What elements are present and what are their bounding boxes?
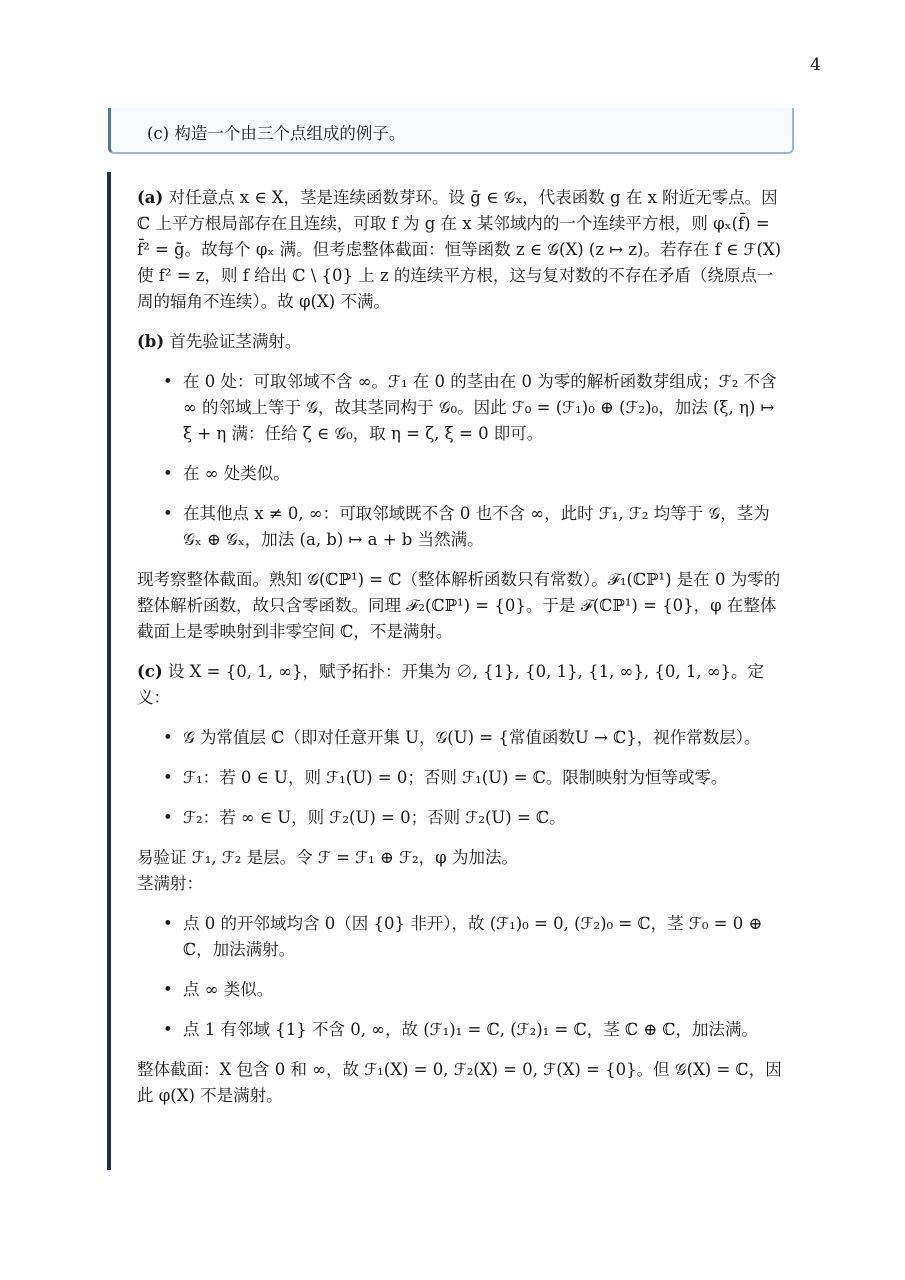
part-b-conclusion: 现考察整体截面。熟知 𝒢(ℂℙ¹) = ℂ（整体解析函数只有常数）。ℱ₁(ℂℙ¹) 是在 0 为零的整体解析函数，故只含零函数。同理 ℱ₂(ℂℙ¹) = {0}。于是 ℱ(ℂℙ¹) = {0}，φ 在整体截面上是零映射到非零空间 ℂ，不是满射。: [137, 570, 781, 641]
list-item: [137, 461, 782, 487]
list-item: [137, 369, 782, 447]
bullet-icon: •: [163, 980, 173, 999]
part-c-sheaf-line: 易验证 ℱ₁, ℱ₂ 是层。令 ℱ = ℱ₁ ⊕ ℱ₂，φ 为加法。: [137, 848, 518, 867]
list-item: [137, 911, 782, 963]
list-item: [137, 765, 782, 791]
part-c-stalk-list: [137, 911, 782, 1043]
list-item-text: 𝒢 为常值层 ℂ（即对任意开集 U，𝒢(U) = {常值函数U → ℂ}，视作常数层）。: [183, 728, 761, 747]
problem-box: [108, 108, 794, 154]
list-item-text: 在 ∞ 处类似。: [183, 464, 290, 483]
bullet-icon: •: [163, 1020, 173, 1039]
bullet-icon: •: [163, 372, 173, 391]
list-item-text: 点 0 的开邻域均含 0（因 {0} 非开），故 (ℱ₁)₀ = 0, (ℱ₂)₀ = ℂ，茎 ℱ₀ = 0 ⊕ ℂ，加法满射。: [183, 914, 763, 959]
bullet-icon: •: [163, 808, 173, 827]
part-b-label: (b): [137, 332, 165, 351]
list-item-text: 点 ∞ 类似。: [183, 980, 274, 999]
part-c-label: (c): [137, 662, 163, 681]
part-a-paragraph: [137, 185, 782, 315]
bullet-icon: •: [163, 914, 173, 933]
list-item-text: ℱ₂：若 ∞ ∈ U，则 ℱ₂(U) = 0；否则 ℱ₂(U) = ℂ。: [183, 808, 566, 827]
list-item: [137, 977, 782, 1003]
part-c-intro-paragraph: [137, 659, 782, 711]
list-item: [137, 805, 782, 831]
bullet-icon: •: [163, 728, 173, 747]
solution-bar: [107, 172, 111, 1170]
part-b-bullet-list: [137, 369, 782, 553]
problem-statement: (c) 构造一个由三个点组成的例子。: [147, 124, 406, 143]
part-b-intro: 首先验证茎满射。: [164, 332, 302, 351]
solution-body: [137, 185, 782, 1123]
list-item-text: ℱ₁：若 0 ∈ U，则 ℱ₁(U) = 0；否则 ℱ₁(U) = ℂ。限制映射为恒等或零。: [183, 768, 728, 787]
list-item: [137, 1017, 782, 1043]
list-item: [137, 501, 782, 553]
bullet-icon: •: [163, 768, 173, 787]
page-number: 4: [810, 55, 821, 75]
part-a-label: (a): [137, 188, 164, 207]
part-c-intro: 设 X = {0, 1, ∞}，赋予拓扑：开集为 ∅, {1}, {0, 1}, {1, ∞}, {0, 1, ∞}。定义：: [137, 662, 765, 707]
part-a-text: 对任意点 x ∈ X，茎是连续函数芽环。设 ḡ ∈ 𝒢ₓ，代表函数 g 在 x 附近无零点。因 ℂ 上平方根局部存在且连续，可取 f 为 g 在 x 某邻域内的一个连续平方根，则 φₓ(f̄) = f̄² = ḡ。故每个 φₓ 满。但考虑整体截面：恒等函数 z ∈ 𝒢(X) (z ↦ z)。若存在 f ∈ ℱ(X) 使 f² = z，则 f 给出 ℂ \ {0} 上 z 的连续平方根，这与复对数的不存在矛盾（绕原点一周的辐角不连续）。故 φ(X) 不满。: [137, 188, 782, 311]
bullet-icon: •: [163, 464, 173, 483]
list-item-text: 在 0 处：可取邻域不含 ∞。ℱ₁ 在 0 的茎由在 0 为零的解析函数芽组成；ℱ₂ 不含 ∞ 的邻域上等于 𝒢，故其茎同构于 𝒢₀。因此 ℱ₀ = (ℱ₁)₀ ⊕ (ℱ₂)₀，加法 (ξ, η) ↦ ξ + η 满：任给 ζ ∈ 𝒢₀，取 η = ζ, ξ = 0 即可。: [183, 372, 777, 443]
list-item-text: 在其他点 x ≠ 0, ∞：可取邻域既不含 0 也不含 ∞，此时 ℱ₁, ℱ₂ 均等于 𝒢，茎为 𝒢ₓ ⊕ 𝒢ₓ，加法 (a, b) ↦ a + b 当然满。: [183, 504, 770, 549]
part-c-conclusion: 整体截面：X 包含 0 和 ∞，故 ℱ₁(X) = 0, ℱ₂(X) = 0, ℱ(X) = {0}。但 𝒢(X) = ℂ，因此 φ(X) 不是满射。: [137, 1060, 782, 1105]
list-item-text: 点 1 有邻域 {1} 不含 0, ∞，故 (ℱ₁)₁ = ℂ, (ℱ₂)₁ = ℂ，茎 ℂ ⊕ ℂ，加法满。: [183, 1020, 759, 1039]
list-item: [137, 725, 782, 751]
bullet-icon: •: [163, 504, 173, 523]
part-c-stalk-line: 茎满射：: [137, 874, 203, 893]
part-c-definition-list: [137, 725, 782, 831]
part-b-intro-paragraph: [137, 329, 782, 355]
